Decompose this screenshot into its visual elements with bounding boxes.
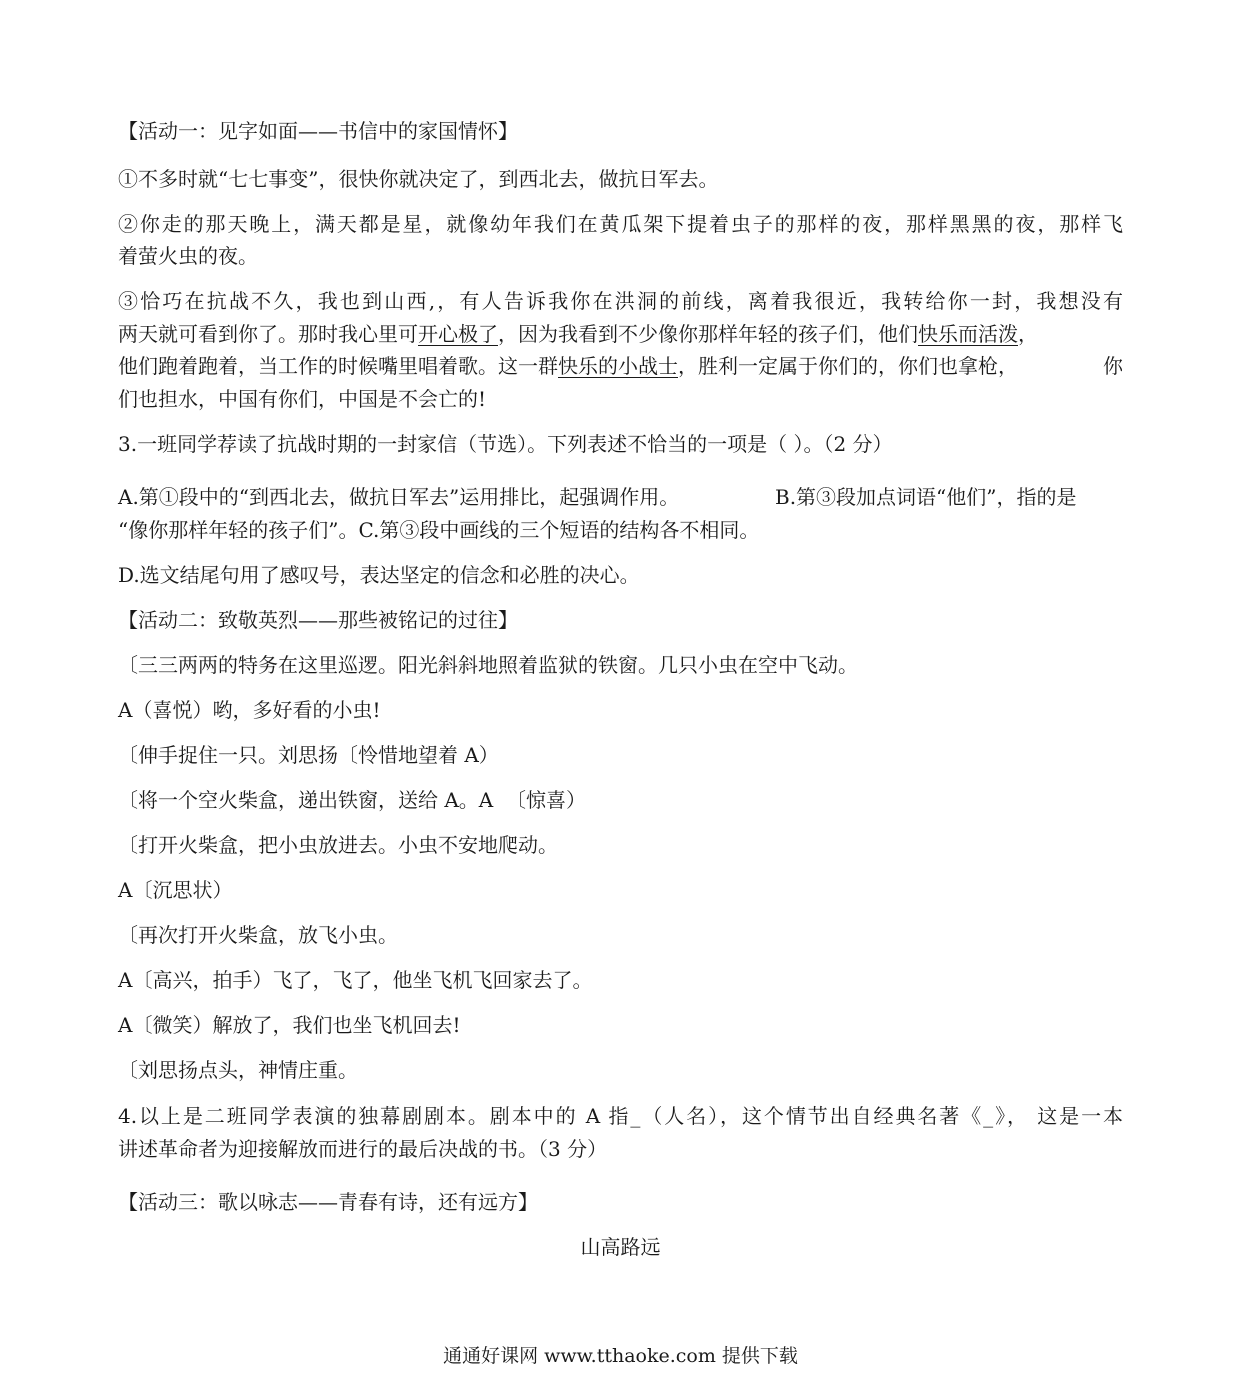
activity1-paragraph-3-line1: ③恰巧在抗战不久，我也到山西,，有人告诉我你在洪洞的前线，离着我很近，我转给你一封，我想没有 <box>118 289 1123 313</box>
underlined-phrase-2: 快乐而活泼 <box>918 322 1018 346</box>
page-footer: 通通好课网 www.tthaoke.com 提供下载 <box>443 1345 798 1367</box>
script-line: 〔刘思扬点头，神情庄重。 <box>118 1058 358 1082</box>
question-4-line1: 4.以上是二班同学表演的独幕剧剧本。剧本中的 A 指_（人名），这个情节出自经典名著《_》， 这是一本 <box>118 1104 1123 1128</box>
question-3-stem: 3.一班同学荐读了抗战时期的一封家信（节选）。下列表述不恰当的一项是（ ）。（2 分） <box>118 432 893 456</box>
p3-text: ， <box>1018 322 1038 346</box>
question-3-option-d: D.选文结尾句用了感叹号，表达坚定的信念和必胜的决心。 <box>118 563 640 587</box>
script-line: A（喜悦）哟，多好看的小虫! <box>118 698 381 722</box>
p3-text: 你 <box>1103 354 1123 378</box>
activity1-paragraph-3-line2 <box>118 321 1123 347</box>
script-line: 〔再次打开火柴盒，放飞小虫。 <box>118 923 398 947</box>
underlined-phrase-1: 开心极了 <box>418 322 498 346</box>
underlined-phrase-3: 快乐的小战士 <box>558 354 678 378</box>
script-line: 〔伸手捉住一只。刘思扬〔怜惜地望着 A） <box>118 743 499 767</box>
activity3-heading: 【活动三：歌以咏志——青春有诗，还有远方】 <box>118 1190 538 1214</box>
option-b: B.第③段加点词语“他们”，指的是 <box>775 485 1077 509</box>
activity1-paragraph-2-line1: ②你走的那天晚上，满天都是星，就像幼年我们在黄瓜架下提着虫子的那样的夜，那样黑黑的夜，那样飞 <box>118 212 1123 236</box>
p3-text: ，胜利一定属于你们的，你们也拿枪， <box>678 354 1018 378</box>
question-3-options-line1 <box>118 484 1123 510</box>
p3-text: 他们跑着跑着，当工作的时候嘴里唱着歌。这一群 <box>118 354 558 378</box>
script-line: 〔将一个空火柴盒，递出铁窗，送给 A。A 〔惊喜） <box>118 788 586 812</box>
option-a: A.第①段中的“到西北去，做抗日军去”运用排比，起强调作用。 <box>118 485 680 509</box>
script-line: A〔微笑）解放了，我们也坐飞机回去! <box>118 1013 461 1037</box>
activity1-paragraph-3-line3 <box>118 353 1123 379</box>
activity1-heading: 【活动一：见字如面——书信中的家国情怀】 <box>118 119 518 143</box>
p3-text: 两天就可看到你了。那时我心里可 <box>118 322 418 346</box>
script-line: A〔高兴，拍手）飞了，飞了，他坐飞机飞回家去了。 <box>118 968 593 992</box>
activity1-paragraph-3-line4: 们也担水，中国有你们，中国是不会亡的! <box>118 387 487 411</box>
p3-text: ，因为我看到不少像你那样年轻的孩子们，他们 <box>498 322 918 346</box>
poem-title: 山高路远 <box>580 1235 661 1259</box>
activity1-paragraph-2-line2: 着萤火虫的夜。 <box>118 244 258 268</box>
script-line: A〔沉思状） <box>118 878 233 902</box>
activity1-paragraph-1: ①不多时就“七七事变”，很快你就决定了，到西北去，做抗日军去。 <box>118 167 719 191</box>
script-line: 〔三三两两的特务在这里巡逻。阳光斜斜地照着监狱的铁窗。几只小虫在空中飞动。 <box>118 653 858 677</box>
activity2-heading: 【活动二：致敬英烈——那些被铭记的过往】 <box>118 608 518 632</box>
script-line: 〔打开火柴盒，把小虫放进去。小虫不安地爬动。 <box>118 833 558 857</box>
question-4-line2: 讲述革命者为迎接解放而进行的最后决战的书。（3 分） <box>118 1137 608 1161</box>
question-3-options-line2: “像你那样年轻的孩子们”。C.第③段中画线的三个短语的结构各不相同。 <box>118 518 760 542</box>
